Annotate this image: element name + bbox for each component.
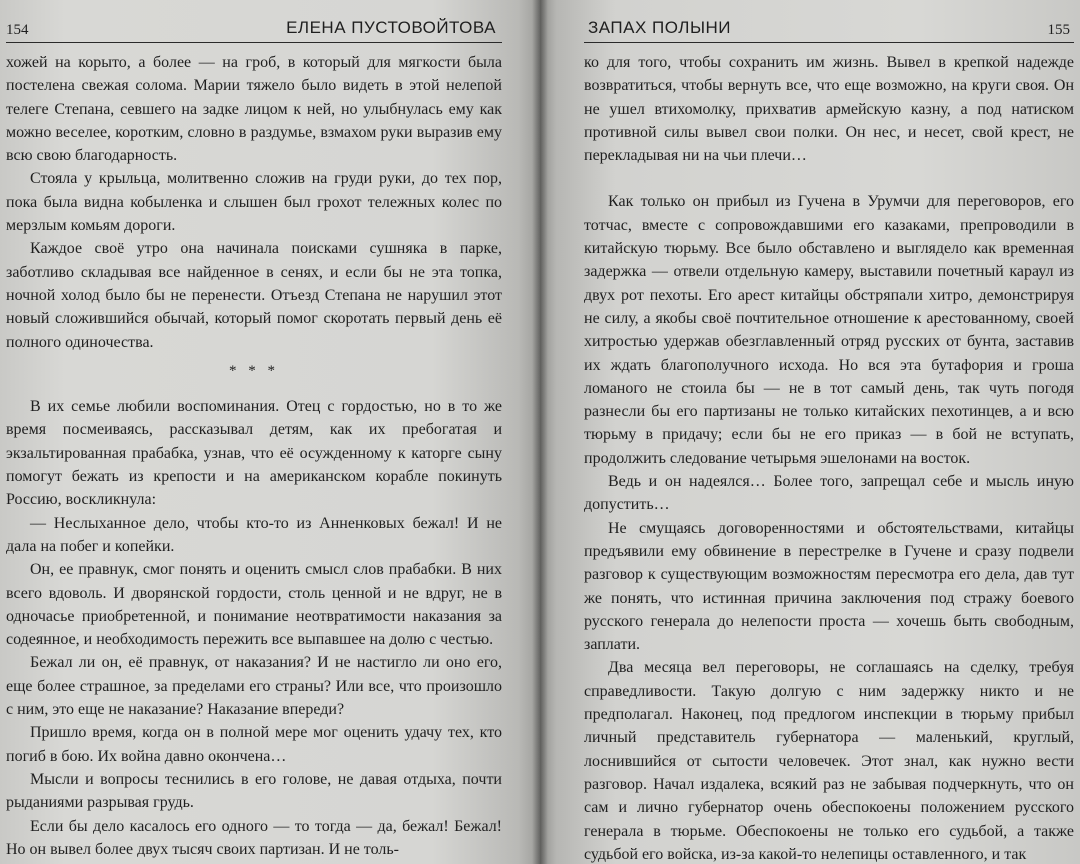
paragraph: Ведь и он надеялся… Более того, запрещал себе и мысль иную допустить…: [584, 473, 1074, 514]
paragraph: Как только он прибыл из Гучена в Урумчи для переговоров, его тотчас, вместе с сопровождавшими его казаками, препроводили в китайскую тюрьму. Все было обставлено и выглядело как временная задержка — отвели отдельную камеру, выставили почетный караул из двух рот пехоты. Его арест китайцы обстряпали хитро, демонстрируя не силу, а якобы своё почтительное отношение к арестованному, своей хитростью удержав обезглавленный отряд русских от бунта, заставив их ждать благополучного исхода. Но вся эта бутафория и гроша ломаного не стоила бы — не в тот самый день, так чуть погодя разнесли бы его партизаны не только китайских пехотинцев, а и всю тюрьму в придачу; если бы не его приказ — в бой не вступать, продолжить следование четырьмя эшелонами на восток.: [584, 193, 1074, 467]
paragraph: Бежал ли он, её правнук, от наказания? И не настигло ли оно его, еще более страшное, за пределами его страны? Или все, что произошло с ним, это еще не наказание? Наказание впереди?: [6, 654, 502, 719]
left-page-header: ЕЛЕНА ПУСТОВОЙТОВА: [286, 18, 496, 37]
right-page-text: [584, 51, 1074, 864]
paragraph: Если бы дело касалось его одного — то тогда — да, бежал! Бежал! Но он вывел более двух тысяч своих партизан. И не толь-: [6, 817, 502, 858]
paragraph: — Неслыханное дело, чтобы кто-то из Анненковых бежал! И не дала на побег и копейки.: [6, 514, 502, 555]
left-running-head: [6, 0, 502, 43]
paragraph: Стояла у крыльца, молитвенно сложив на груди руки, до тех пор, пока была видна кобыленка и слышен был грохот тележных колес по мерзлым комьям дороги.: [6, 170, 502, 235]
paragraph: Не смущаясь договоренностями и обстоятельствами, китайцы предъявили ему обвинение в перестрелке в Гучене и сразу подвели разговор к существующим возможностям пересмотра его дела, дав тут же понять, что истинная причина заключения под стражу боевого русского генерала до нелепости проста — хочешь быть свободным, заплати.: [584, 519, 1074, 654]
right-page-header: ЗАПАХ ПОЛЫНИ: [588, 18, 731, 37]
left-page-text: [6, 51, 502, 861]
left-page-number: 154: [6, 22, 29, 38]
paragraph: хожей на корыто, а более — на гроб, в который для мягкости была постелена свежая солома. Марии тяжело было видеть в этой нелепой телеге Степана, севшего на задке лицом к ней, но улыбнулась ему как можно веселее, коротким, словно в раздумье, взмахом руки выразив ему всю свою благодарность.: [6, 54, 502, 165]
section-separator: * * *: [229, 362, 279, 379]
right-page-number: 155: [1047, 22, 1070, 38]
paragraph: Он, ее правнук, смог понять и оценить смысл слов прабабки. В них всего вдоволь. И дворянской гордости, столь ценной и не вдруг, не в одночасье приобретенной, и понимание неотвратимости наказания за содеянное, и необходимость пережить все выпавшее на долю с честью.: [6, 561, 502, 649]
right-page: [540, 0, 1080, 864]
paragraph: Каждое своё утро она начинала поисками сушняка в парке, заботливо складывая все найденное в сенях, и если бы не эта топка, ночной холод было бы не перенести. Отъезд Степана не нарушил этот новый сложившийся обычай, который помог скоротать первый день её полного одиночества.: [6, 240, 502, 351]
paragraph: Пришло время, когда он в полной мере мог оценить удачу тех, кто погиб в бою. Их война давно окончена…: [6, 724, 502, 765]
paragraph: Мысли и вопросы теснились в его голове, не давая отдыха, почти рыданиями разрывая грудь.: [6, 770, 502, 812]
paragraph: ко для того, чтобы сохранить им жизнь. Вывел в крепкой надежде возвратиться, чтобы вернуть все, что еще возможно, на круги своя. Он не ушел втихомолку, прихватив армейскую казну, а под натиском противной силы вывел свои полки. Он нес, и несет, свой крест, не перекладывая ни на чьи плечи…: [584, 54, 1074, 165]
paragraph: В их семье любили воспоминания. Отец с гордостью, но в то же время посмеиваясь, рассказывал детям, как их пребогатая и экзальтированная прабабка, узнав, что её осужденному к каторге сыну помогут бежать из крепости и на американском корабле покинуть Россию, воскликнула:: [6, 398, 502, 509]
right-running-head: [584, 0, 1074, 43]
paragraph: Два месяца вел переговоры, не соглашаясь на сделку, требуя справедливости. Такую долгую с ним задержку никто и не предполагал. Наконец, под предлогом инспекции в тюрьму прибыл личный представитель губернатора — маленький, круглый, лоснившийся от сытости человечек. Этот знал, как нужно вести разговор. Начал издалека, всякий раз не забывая подчеркнуть, что он сам и лично губернатор очень обеспокоены положением русского генерала в тюрьме. Обеспокоены не только его судьбой, а также судьбой его войска, из-за какой-то нелепицы оставленного, и так: [584, 659, 1074, 863]
